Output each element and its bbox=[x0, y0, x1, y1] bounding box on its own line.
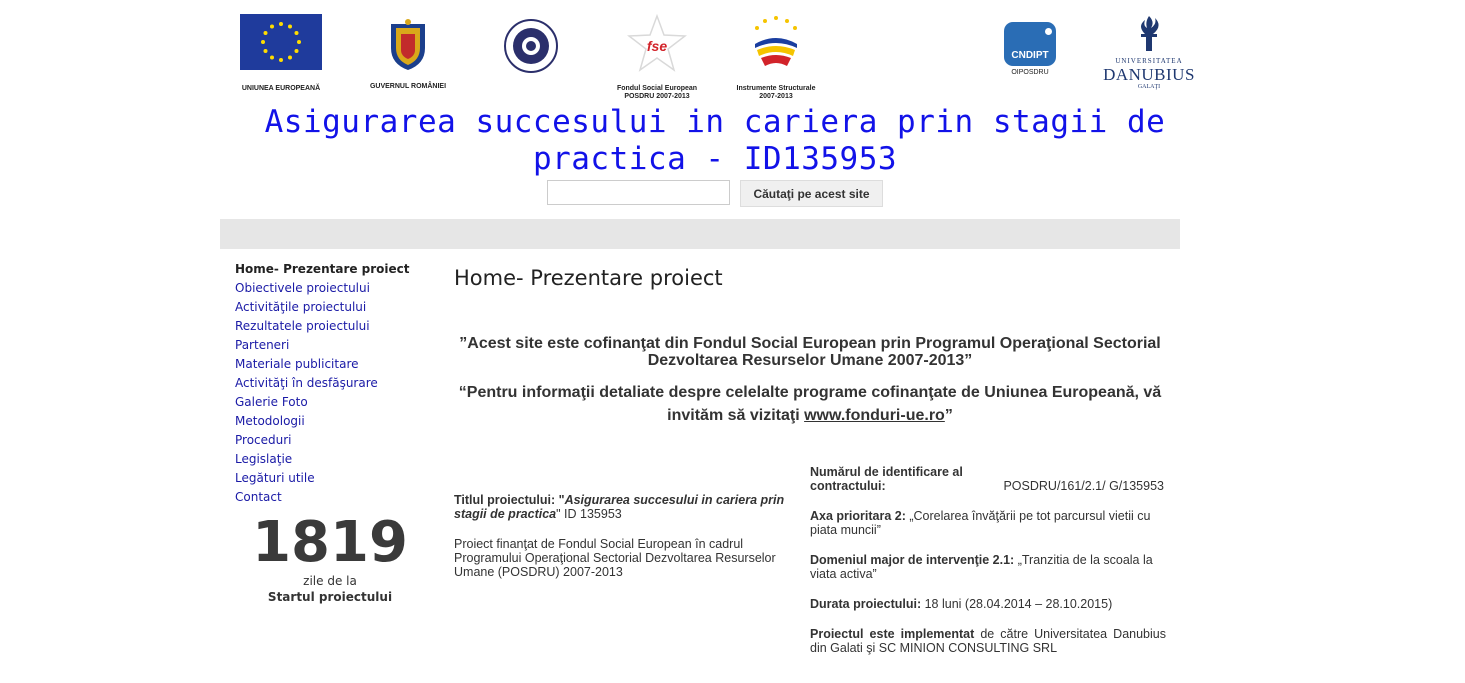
site-title[interactable]: Asigurarea succesului in cariera prin stagii de practica - ID135953 bbox=[264, 104, 1166, 177]
impl-label: Proiectul este implementat bbox=[810, 627, 975, 641]
is-logo bbox=[733, 14, 819, 101]
info-notice-end: ” bbox=[944, 407, 953, 424]
ministry-seal bbox=[502, 18, 560, 79]
sidebar-item-materiale[interactable]: Materiale publicitare bbox=[235, 357, 359, 371]
sidebar-item-legislatie[interactable]: Legislaţie bbox=[235, 452, 293, 466]
cndipt-box bbox=[1004, 22, 1056, 66]
search-button[interactable]: Căutaţi pe acest site bbox=[740, 180, 883, 207]
page-title: Home- Prezentare proiect bbox=[454, 266, 723, 290]
torch-icon bbox=[1129, 12, 1169, 52]
contract-para bbox=[810, 465, 1166, 493]
domeniu-label: Domeniul major de intervenţie 2.1: bbox=[810, 553, 1015, 567]
domeniu-para bbox=[810, 553, 1166, 581]
project-title-value: Asigurarea succesului in cariera prin stagii de practica bbox=[454, 493, 785, 521]
sidebar-item-metodologii[interactable]: Metodologii bbox=[235, 414, 305, 428]
romania-coat-of-arms-icon bbox=[387, 18, 429, 72]
info-notice-text: “Pentru informaţii detaliate despre celelalte programe cofinanţate de Uniunea Europeană, vă invităm să vizitaţi bbox=[458, 384, 1162, 424]
counter-number: 1819 bbox=[252, 510, 408, 575]
eu-caption: UNIUNEA EUROPEANĂ bbox=[241, 85, 321, 92]
durata-value: 18 luni (28.04.2014 – 28.10.2015) bbox=[921, 597, 1113, 611]
project-title-suffix: " ID 135953 bbox=[556, 507, 622, 521]
top-navbar bbox=[220, 219, 1180, 249]
sidebar-item-rezultate[interactable]: Rezultatele proiectului bbox=[235, 319, 370, 333]
fse-caption-line1: Fondul Social European bbox=[616, 85, 698, 92]
days-counter bbox=[235, 512, 425, 606]
is-caption-line2: 2007-2013 bbox=[759, 93, 793, 100]
info-notice bbox=[454, 381, 1166, 427]
axa-value: „Corelarea învăţării pe tot parcursul vietii cu piata muncii” bbox=[810, 509, 1151, 537]
sidebar-item-contact[interactable]: Contact bbox=[235, 490, 282, 504]
sidebar-item-parteneri[interactable]: Parteneri bbox=[235, 338, 290, 352]
structural-instruments-icon bbox=[747, 14, 805, 72]
domeniu-value: „Tranzitia de la scoala la viata activa” bbox=[810, 553, 1153, 581]
danubius-line1: UNIVERSITATEA bbox=[1115, 57, 1183, 65]
sidebar-item-obiective[interactable]: Obiectivele proiectului bbox=[235, 281, 370, 295]
cndipt-logo bbox=[1002, 22, 1058, 77]
cofinancing-notice: ”Acest site este cofinanţat din Fondul Social European prin Programul Operaţional Sectorial Dezvoltarea Resurselor Umane 2007-2013” bbox=[459, 335, 1161, 369]
eu-flag-icon bbox=[240, 14, 322, 70]
fse-caption-line2: POSDRU 2007-2013 bbox=[624, 93, 690, 100]
danubius-logo bbox=[1100, 12, 1198, 91]
sidebar-item-activitati-desfasurare[interactable]: Activităţi în desfăşurare bbox=[235, 376, 378, 390]
axa-label: Axa prioritara 2: bbox=[810, 509, 906, 523]
sidebar-item-galerie[interactable]: Galerie Foto bbox=[235, 395, 308, 409]
contract-label: Numărul de identificare al contractului: bbox=[810, 465, 963, 493]
project-title-label: Titlul proiectului: " bbox=[454, 493, 565, 507]
project-title-para bbox=[454, 493, 799, 521]
sidebar-item-proceduri[interactable]: Proceduri bbox=[235, 433, 292, 447]
sidebar-item-home[interactable]: Home- Prezentare proiect bbox=[235, 262, 410, 276]
durata-para bbox=[810, 597, 1166, 611]
sidebar-item-legaturi[interactable]: Legături utile bbox=[235, 471, 315, 485]
seal-icon bbox=[503, 18, 559, 74]
cndipt-dot-icon bbox=[1045, 28, 1052, 35]
danubius-line2: DANUBIUS bbox=[1103, 65, 1195, 84]
search-input[interactable] bbox=[547, 180, 730, 205]
axa-para bbox=[810, 509, 1166, 537]
counter-line1: zile de la bbox=[303, 574, 357, 588]
is-caption-line1: Instrumente Structurale bbox=[736, 85, 816, 92]
project-financing: Proiect finanţat de Fondul Social European în cadrul Programului Operaţional Sectorial Dezvoltarea Resurselor Umane (POSDRU) 2007-2013 bbox=[454, 537, 776, 579]
sidebar-item-activitati[interactable]: Activităţile proiectului bbox=[235, 300, 367, 314]
project-info-right bbox=[810, 465, 1166, 671]
durata-label: Durata proiectului: bbox=[810, 597, 922, 611]
impl-para bbox=[810, 627, 1166, 655]
gov-caption: GUVERNUL ROMÂNIEI bbox=[369, 83, 447, 90]
fse-logo bbox=[614, 14, 700, 101]
fse-mark: fse bbox=[646, 38, 668, 54]
contract-value: POSDRU/161/2.1/ G/135953 bbox=[1000, 479, 1164, 493]
cndipt-mark: CNDIPT bbox=[1011, 50, 1049, 61]
cndipt-caption: OIPOSDRU bbox=[1011, 69, 1049, 76]
eu-logo bbox=[238, 14, 324, 93]
danubius-line3: GALAŢI bbox=[1137, 84, 1161, 90]
fse-star-icon bbox=[627, 14, 687, 72]
gov-logo bbox=[368, 18, 448, 91]
counter-line2: Startul proiectului bbox=[267, 590, 393, 604]
project-info-left bbox=[454, 493, 799, 595]
sidebar bbox=[235, 260, 435, 507]
impl-value: de către Universitatea Danubius din Galati şi SC MINION CONSULTING SRL bbox=[810, 627, 1166, 655]
fonduri-ue-link[interactable]: www.fonduri-ue.ro bbox=[804, 407, 945, 424]
